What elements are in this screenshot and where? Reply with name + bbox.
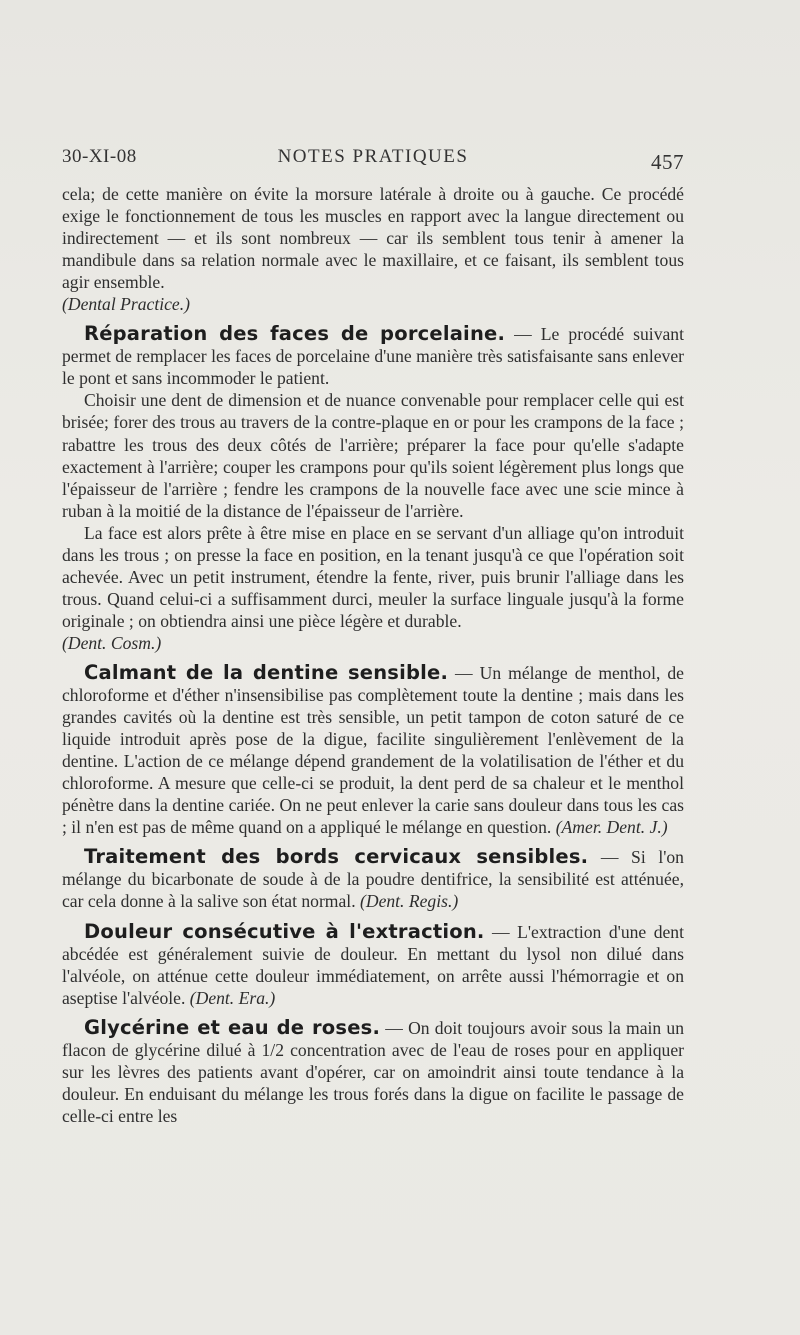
header-date: 30-XI-08: [62, 146, 137, 167]
source-citation: (Dental Practice.): [62, 294, 190, 315]
section-heading: Traitement des bords cervicaux sensibles.: [84, 845, 589, 869]
continuation-paragraph: cela; de cette manière on évite la morsure latérale à droite ou à gauche. Ce procédé exige le fonctionnement de tous les muscles en rapport avec la langue directement ou indirectement — et ils sont nombreux — car ils semblent tous tenir à amener la mandibule dans sa relation normale avec le maxillaire, et ce faisant, ils semblent tous agir ensemble. (Dental Practice.): [62, 184, 684, 315]
section-porcelain-repair: Réparation des faces de porcelaine. — Le procédé suivant permet de remplacer les faces de porcelaine d'une manière très satisfaisante sans enlever le pont et sans incommoder le patient.: [62, 322, 684, 389]
paragraph: Choisir une dent de dimension et de nuance convenable pour remplacer celle qui est brisée; forer des trous au travers de la contre-plaque en or pour les crampons de la face ; rabattre les trous des deux côtés de l'arrière; préparer la face pour qu'elle s'adapte exactement à l'arrière; couper les crampons pour qu'ils soient légèrement plus longs que l'épaisseur de l'arrière ; fendre les crampons de la nouvelle face avec une scie mince à ruban à la moitié de la distance de l'épaisseur de l'arrière.: [62, 390, 684, 521]
source-citation: (Dent. Era.): [189, 987, 276, 1008]
section-cervical-edges: Traitement des bords cervicaux sensibles. — Si l'on mélange du bicarbonate de soude à de la poudre dentifrice, la sensibilité est atténuée, car cela donne à la salive son état normal. (Dent. Regis.): [62, 845, 684, 912]
section-post-extraction-pain: Douleur consécutive à l'extraction. — L'extraction d'une dent abcédée est généralement suivie de douleur. En mettant du lysol non dilué dans l'alvéole, on atténue cette douleur immédiatement, on arrête aussi l'hémorragie et on aseptise l'alvéole. (Dent. Era.): [62, 919, 684, 1008]
source-citation: (Dent. Cosm.): [62, 632, 162, 653]
header-title: NOTES PRATIQUES: [277, 146, 469, 167]
section-heading: Glycérine et eau de roses.: [84, 1015, 381, 1039]
section-glycerine-rosewater: Glycérine et eau de roses. — On doit toujours avoir sous la main un flacon de glycérine dilué à 1/2 concentration avec de l'eau de roses pour en appliquer sur les lèvres des patients avant d'opérer, car on amoindrit ainsi toute tendance à la douleur. En enduisant du mélange les trous forés dans la digue on facilite le passage de celle-ci entre les: [62, 1015, 684, 1126]
page-number: 457: [651, 150, 684, 174]
section-heading: Calmant de la dentine sensible.: [84, 660, 449, 684]
page-body: [62, 183, 684, 1127]
section-sensitive-dentine: Calmant de la dentine sensible. — Un mélange de menthol, de chloroforme et d'éther n'insensibilise pas complètement toute la dentine ; mais dans les grandes cavités où la dentine est très sensible, un petit tampon de coton saturé de ce liquide introduit après pose de la digue, facilite singulièrement l'enlèvement de la dentine. L'action de ce mélange dépend grandement de la volatilisation de l'éther et du chloroforme. A mesure que celle-ci se produit, la dent perd de sa chaleur et le menthol pénètre dans la dentine cariée. On ne peut enlever la carie sans douleur dans tous les cas ; il n'en est pas de même quand on a appliqué le mélange en question. (Amer. Dent. J.): [62, 660, 684, 838]
section-heading: Réparation des faces de porcelaine.: [84, 322, 506, 346]
source-citation: (Dent. Regis.): [360, 891, 459, 912]
paragraph: La face est alors prête à être mise en place en se servant d'un alliage qu'on introduit dans les trous ; on presse la face en position, en la tenant jusqu'à ce que l'opération soit achevée. Avec un petit instrument, étendre la fente, river, puis brunir l'alliage dans les trous. Quand celui-ci a suffisamment durci, meuler la surface linguale jusqu'à la forme originale ; on obtiendra ainsi une pièce légère et durable. (Dent. Cosm.): [62, 522, 684, 653]
source-citation: (Amer. Dent. J.): [555, 817, 668, 838]
section-heading: Douleur consécutive à l'extraction.: [84, 919, 485, 943]
